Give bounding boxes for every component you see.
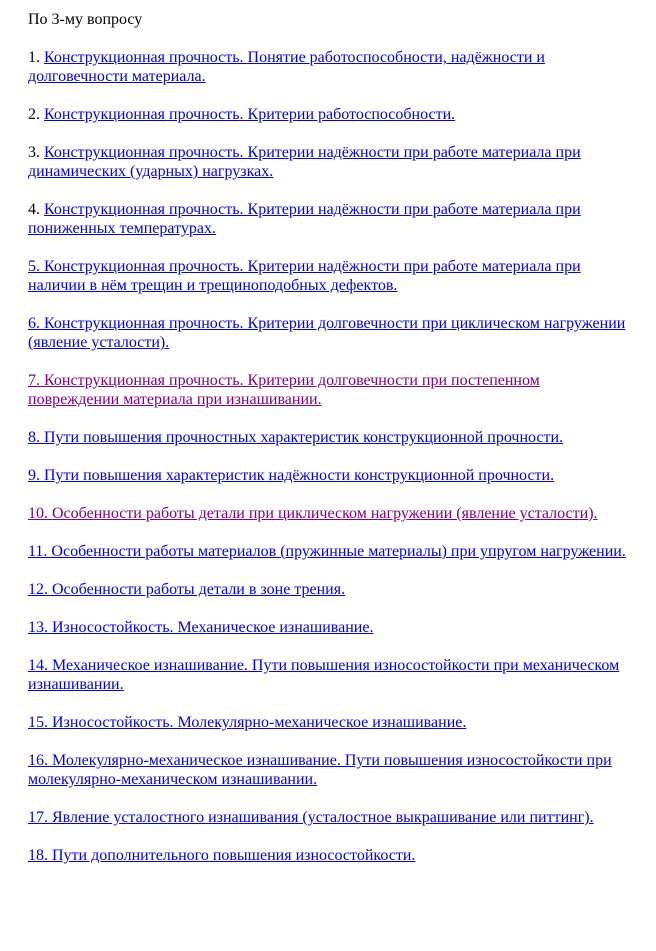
list-item	[28, 428, 628, 447]
list-item	[28, 713, 628, 732]
list-item	[28, 580, 628, 599]
topic-link-7[interactable]: 7. Конструкционная прочность. Критерии долговечности при постепенном повреждении материала при изнашивании.	[28, 372, 540, 408]
topic-link-3[interactable]: Конструкционная прочность. Критерии надёжности при работе материала при динамических (ударных) нагрузках.	[28, 144, 581, 180]
topic-link-1[interactable]: Конструкционная прочность. Понятие работоспособности, надёжности и долговечности материала.	[28, 49, 545, 85]
topic-link-12[interactable]: 12. Особенности работы детали в зоне трения.	[28, 581, 346, 598]
item-number: 4.	[28, 201, 40, 218]
list-item	[28, 846, 628, 865]
list-item	[28, 371, 628, 409]
item-number: 1.	[28, 49, 40, 66]
topic-link-10[interactable]: 10. Особенности работы детали при циклическом нагружении (явление усталости).	[28, 505, 598, 522]
list-item	[28, 466, 628, 485]
list-item	[28, 542, 628, 561]
list-item	[28, 504, 628, 523]
list-item	[28, 808, 628, 827]
list-item	[28, 48, 628, 86]
item-number: 2.	[28, 106, 40, 123]
list-item	[28, 618, 628, 637]
list-item	[28, 105, 628, 124]
topic-link-14[interactable]: 14. Механическое изнашивание. Пути повышения износостойкости при механическом изнашивании.	[28, 657, 620, 693]
topic-link-15[interactable]: 15. Износостойкость. Молекулярно-механическое изнашивание.	[28, 714, 467, 731]
list-item	[28, 200, 628, 238]
page-heading: По 3-му вопросу	[28, 11, 143, 28]
list-item	[28, 656, 628, 694]
topic-link-4[interactable]: Конструкционная прочность. Критерии надёжности при работе материала при пониженных температурах.	[28, 201, 581, 237]
list-item	[28, 314, 628, 352]
topic-link-16[interactable]: 16. Молекулярно-механическое изнашивание. Пути повышения износостойкости при молекулярно-механическом изнашивании.	[28, 752, 612, 788]
item-number: 3.	[28, 144, 40, 161]
topic-link-8[interactable]: 8. Пути повышения прочностных характеристик конструкционной прочности.	[28, 429, 564, 446]
topic-link-5[interactable]: 5. Конструкционная прочность. Критерии надёжности при работе материала при наличии в нём трещин и трещиноподобных дефектов.	[28, 258, 581, 294]
topic-link-11[interactable]: 11. Особенности работы материалов (пружинные материалы) при упругом нагружении.	[28, 543, 626, 560]
list-item	[28, 257, 628, 295]
topic-link-13[interactable]: 13. Износостойкость. Механическое изнашивание.	[28, 619, 374, 636]
topic-link-17[interactable]: 17. Явление усталостного изнашивания (усталостное выкрашивание или питтинг).	[28, 809, 594, 826]
topic-link-18[interactable]: 18. Пути дополнительного повышения износостойкости.	[28, 847, 416, 864]
list-item	[28, 143, 628, 181]
topic-link-2[interactable]: Конструкционная прочность. Критерии работоспособности.	[44, 106, 456, 123]
topic-link-6[interactable]: 6. Конструкционная прочность. Критерии долговечности при циклическом нагружении (явление усталости).	[28, 315, 626, 351]
topic-link-9[interactable]: 9. Пути повышения характеристик надёжности конструкционной прочности.	[28, 467, 555, 484]
list-item	[28, 751, 628, 789]
